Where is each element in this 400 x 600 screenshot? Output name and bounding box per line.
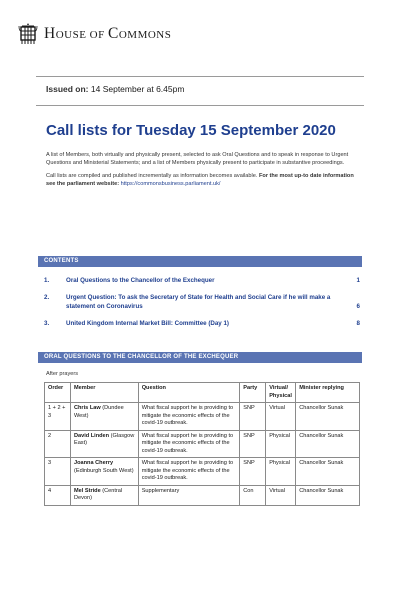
table-row [45,403,360,431]
cell-presence: Virtual [266,485,296,505]
intro-paragraph-2-bold: For the most up-to date information see the parliament website: [46,173,354,187]
divider-bottom [36,105,364,106]
cell-minister: Chancellor Sunak [296,458,360,486]
toc-item-page: 6 [356,303,360,310]
toc-item-title: Urgent Question: To ask the Secretary of State for Health and Social Care if he will make a statement on Coronavirus [66,294,331,310]
cell-member [70,485,138,505]
member-seat: (Central Devon) [73,487,123,501]
intro-paragraph-1: A list of Members, both virtually and physically present, selected to ask Oral Questions and to speak in response to Urgent Questions and Ministerial Statements; and a list of Members physically present to participate in substantive proceedings. [46,152,349,166]
cell-order: 1 + 2 + 3 [45,403,71,431]
table-row [45,485,360,505]
cell-order: 3 [45,458,71,486]
table-row [45,430,360,458]
cell-party: SNP [240,430,266,458]
parliament-website-link[interactable]: https://commonsbusiness.parliament.uk/ [119,180,221,187]
contents-heading: CONTENTS [38,256,362,267]
toc-item-number: 1. [44,277,50,284]
column-header-order: Order [45,383,71,403]
page-title: Call lists for Tuesday 15 September 2020 [46,122,336,139]
cell-question: What fiscal support he is providing to mitigate the economic effects of the covid-19 outbreak. [138,403,240,431]
cell-question: What fiscal support he is providing to mitigate the economic effects of the covid-19 outbreak. [138,430,240,458]
cell-presence: Virtual [266,403,296,431]
toc-item[interactable] [44,319,360,328]
cell-member [70,458,138,486]
toc-item-page: 1 [356,277,360,284]
cell-presence: Physical [266,430,296,458]
toc-item-page: 8 [356,320,360,327]
house-of-commons-header [18,22,171,46]
cell-minister: Chancellor Sunak [296,485,360,505]
column-header-member: Member [70,383,138,403]
intro-text [46,152,358,194]
member-name: David Linden [73,432,110,439]
cell-member [70,430,138,458]
toc-item[interactable] [44,276,360,285]
column-header-minister: Minister replying [296,383,360,403]
cell-order: 4 [45,485,71,505]
issued-line [46,84,184,94]
cell-question: Supplementary [138,485,240,505]
cell-question: What fiscal support he is providing to mitigate the economic effects of the covid-19 outbreak. [138,458,240,486]
toc-item-title: Oral Questions to the Chancellor of the Exchequer [66,277,215,284]
cell-minister: Chancellor Sunak [296,430,360,458]
toc-item[interactable] [44,293,360,311]
issued-value: 14 September at 6.45pm [88,84,185,94]
cell-party: SNP [240,458,266,486]
toc-item-title: United Kingdom Internal Market Bill: Committee (Day 1) [66,320,229,327]
divider-top [36,76,364,77]
cell-minister: Chancellor Sunak [296,403,360,431]
call-list-table [44,382,360,506]
toc-item-number: 2. [44,294,50,301]
issued-label: Issued on: [46,84,89,94]
member-name: Joanna Cherry [73,460,114,466]
cell-member [70,403,138,431]
house-of-commons-wordmark: HOUSE OF COMMONS [44,25,172,42]
member-name: Chris Law [73,405,101,411]
cell-party: Con [240,485,266,505]
intro-paragraph-2 [46,173,358,188]
after-prayers-label: After prayers [46,371,79,377]
table-of-contents [44,276,360,336]
member-seat: (Edinburgh South West) [73,467,134,474]
column-header-virtual-physical: Virtual/ Physical [266,383,296,403]
oral-questions-heading: ORAL QUESTIONS TO THE CHANCELLOR OF THE EXCHEQUER [38,352,362,363]
intro-paragraph-2-text: Call lists are compiled and published incrementally as information becomes available. [46,173,259,180]
cell-order: 2 [45,430,71,458]
column-header-question: Question [138,383,240,403]
member-name: Mel Stride [73,487,101,494]
cell-party: SNP [240,403,266,431]
table-header-row [45,383,360,403]
column-header-party: Party [240,383,266,403]
member-seat: (Glasgow East) [73,432,135,446]
cell-presence: Physical [266,458,296,486]
portcullis-logo-icon [18,22,38,46]
member-seat: (Dundee West) [73,405,124,419]
table-row [45,458,360,486]
toc-item-number: 3. [44,320,50,327]
